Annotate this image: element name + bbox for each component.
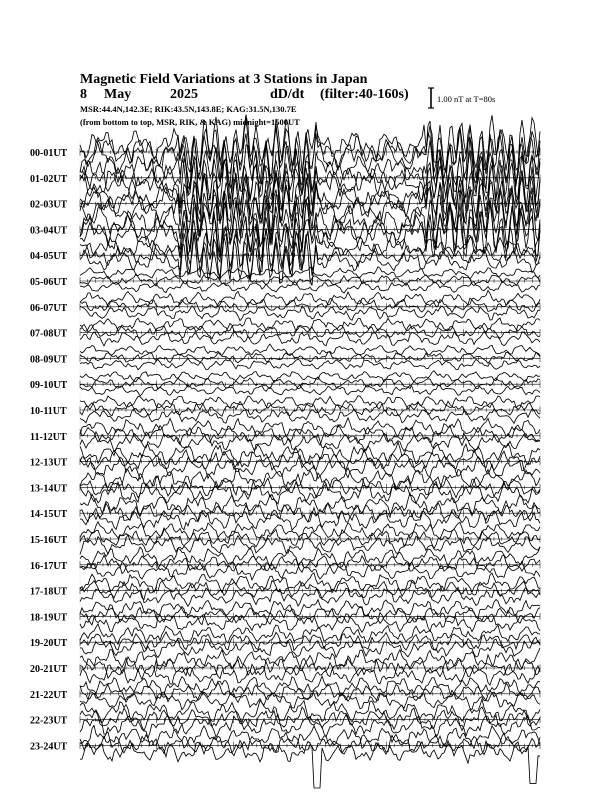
station-coordinates: MSR:44.4N,142.3E; RIK:43.5N,143.8E; KAG:31.5N,130.7E: [80, 104, 297, 114]
hour-label: 07-08UT: [30, 328, 68, 340]
hour-label: 00-01UT: [30, 148, 68, 159]
date-month: May: [104, 87, 132, 102]
hour-label: 17-18UT: [30, 586, 68, 598]
hour-label: 20-21UT: [30, 664, 68, 675]
quantity-label: dD/dt: [270, 87, 305, 102]
hour-label: 14-15UT: [30, 509, 68, 521]
midnight-note: midnight=1500UT: [233, 117, 300, 127]
hour-labels: [30, 148, 68, 752]
hour-label: 04-05UT: [30, 251, 68, 263]
hour-label: 02-03UT: [30, 199, 68, 211]
hour-label: 06-07UT: [30, 302, 68, 314]
hour-label: 11-12UT: [30, 431, 67, 443]
hour-label: 19-20UT: [30, 638, 68, 650]
hour-label: 10-11UT: [30, 406, 67, 417]
hour-label: 08-09UT: [30, 354, 68, 366]
date-day: 8: [80, 87, 87, 102]
hour-label: 03-04UT: [30, 225, 68, 237]
hour-label: 09-10UT: [30, 380, 68, 392]
hour-label: 15-16UT: [30, 535, 68, 546]
order-note: (from bottom to top, MSR, RIK, & KAG): [80, 117, 231, 127]
hour-label: 22-23UT: [30, 715, 68, 727]
scale-label: 1.00 nT at T=80s: [437, 94, 496, 104]
filter-label: (filter:40-160s): [320, 87, 409, 102]
hour-label: 18-19UT: [30, 612, 68, 624]
hour-label: 05-06UT: [30, 277, 68, 288]
minute-ticks: [80, 355, 540, 362]
hour-label: 13-14UT: [30, 483, 68, 495]
chart-title: Magnetic Field Variations at 3 Stations in Japan: [80, 72, 368, 87]
hour-label: 16-17UT: [30, 560, 68, 572]
hour-label: 01-02UT: [30, 173, 68, 185]
date-year: 2025: [170, 87, 198, 102]
hour-label: 21-22UT: [30, 689, 68, 701]
scale-bar: [428, 88, 434, 108]
hour-label: 23-24UT: [30, 741, 68, 753]
hour-label: 12-13UT: [30, 457, 68, 469]
